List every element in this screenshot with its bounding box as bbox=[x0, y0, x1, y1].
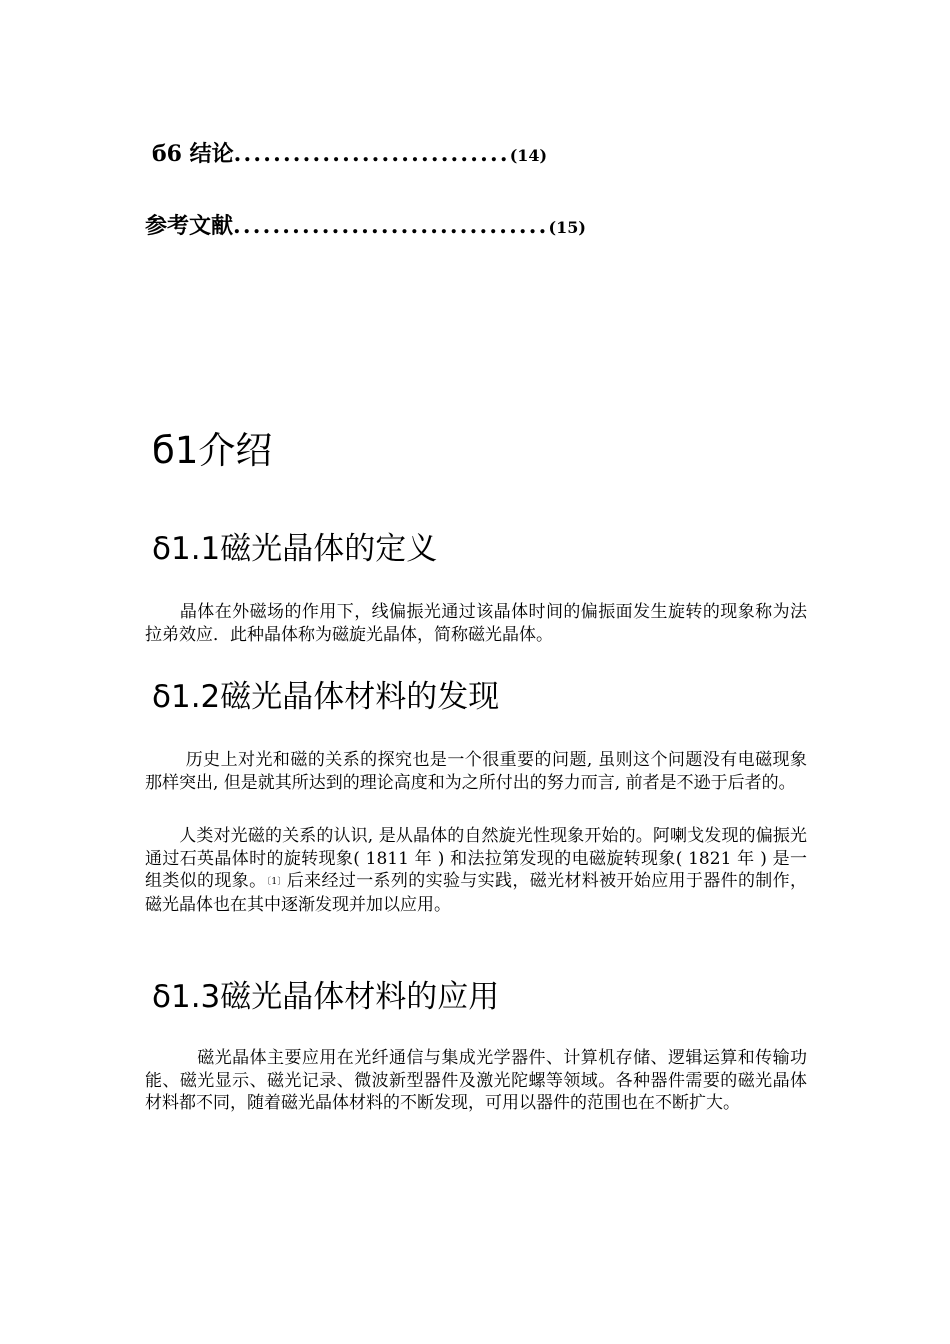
toc-page-number: (14) bbox=[509, 146, 548, 165]
body-paragraph: 晶体在外磁场的作用下，线偏振光通过该晶体时间的偏振面发生旋转的现象称为法拉弟效应．此种晶体称为磁旋光晶体，简称磁光晶体。 bbox=[145, 602, 807, 645]
paragraph-text: 后来经过一系列的实验与实践，磁光材料被开始应用于器件的制作，磁光晶体也在其中逐渐发现并加以应用。 bbox=[145, 871, 808, 915]
chapter-title: б1介绍 bbox=[152, 429, 273, 472]
toc-entry-conclusion bbox=[152, 140, 547, 170]
section-heading: δ1.1磁光晶体的定义 bbox=[152, 531, 438, 567]
paragraph-text: 人类对光磁的关系的认识, 是从晶体的自然旋光性现象开始的。阿喇戈发现的偏振光通过石英晶体时的旋转现象( 1811 年 ) 和法拉第发现的电磁旋转现象( 1821 年 ) 是一组类似的现象。 bbox=[145, 826, 807, 891]
section-heading: δ1.2磁光晶体材料的发现 bbox=[152, 679, 500, 715]
body-paragraph: 磁光晶体主要应用在光纤通信与集成光学器件、计算机存储、逻辑运算和传输功能、磁光显示、磁光记录、微波新型器件及激光陀螺等领域。各种器件需要的磁光晶体材料都不同，随着磁光晶体材料的不断发现，可用以器件的范围也在不断扩大。 bbox=[145, 1048, 807, 1113]
body-paragraph bbox=[145, 825, 807, 916]
toc-dots: ............................ bbox=[233, 141, 510, 167]
toc-label: 参考文献 bbox=[145, 213, 234, 239]
toc-entry-references bbox=[145, 212, 586, 242]
toc-label: б6 结论 bbox=[152, 141, 234, 167]
body-paragraph: 历史上对光和磁的关系的探究也是一个很重要的问题, 虽则这个问题没有电磁现象那样突出, 但是就其所达到的理论高度和为之所付出的努力而言, 前者是不逊于后者的。 bbox=[145, 750, 807, 793]
section-heading: δ1.3磁光晶体材料的应用 bbox=[152, 979, 500, 1015]
toc-dots: ................................ bbox=[233, 213, 549, 239]
citation-ref: 〔1〕 bbox=[266, 877, 287, 887]
toc-page-number: (15) bbox=[548, 218, 586, 237]
